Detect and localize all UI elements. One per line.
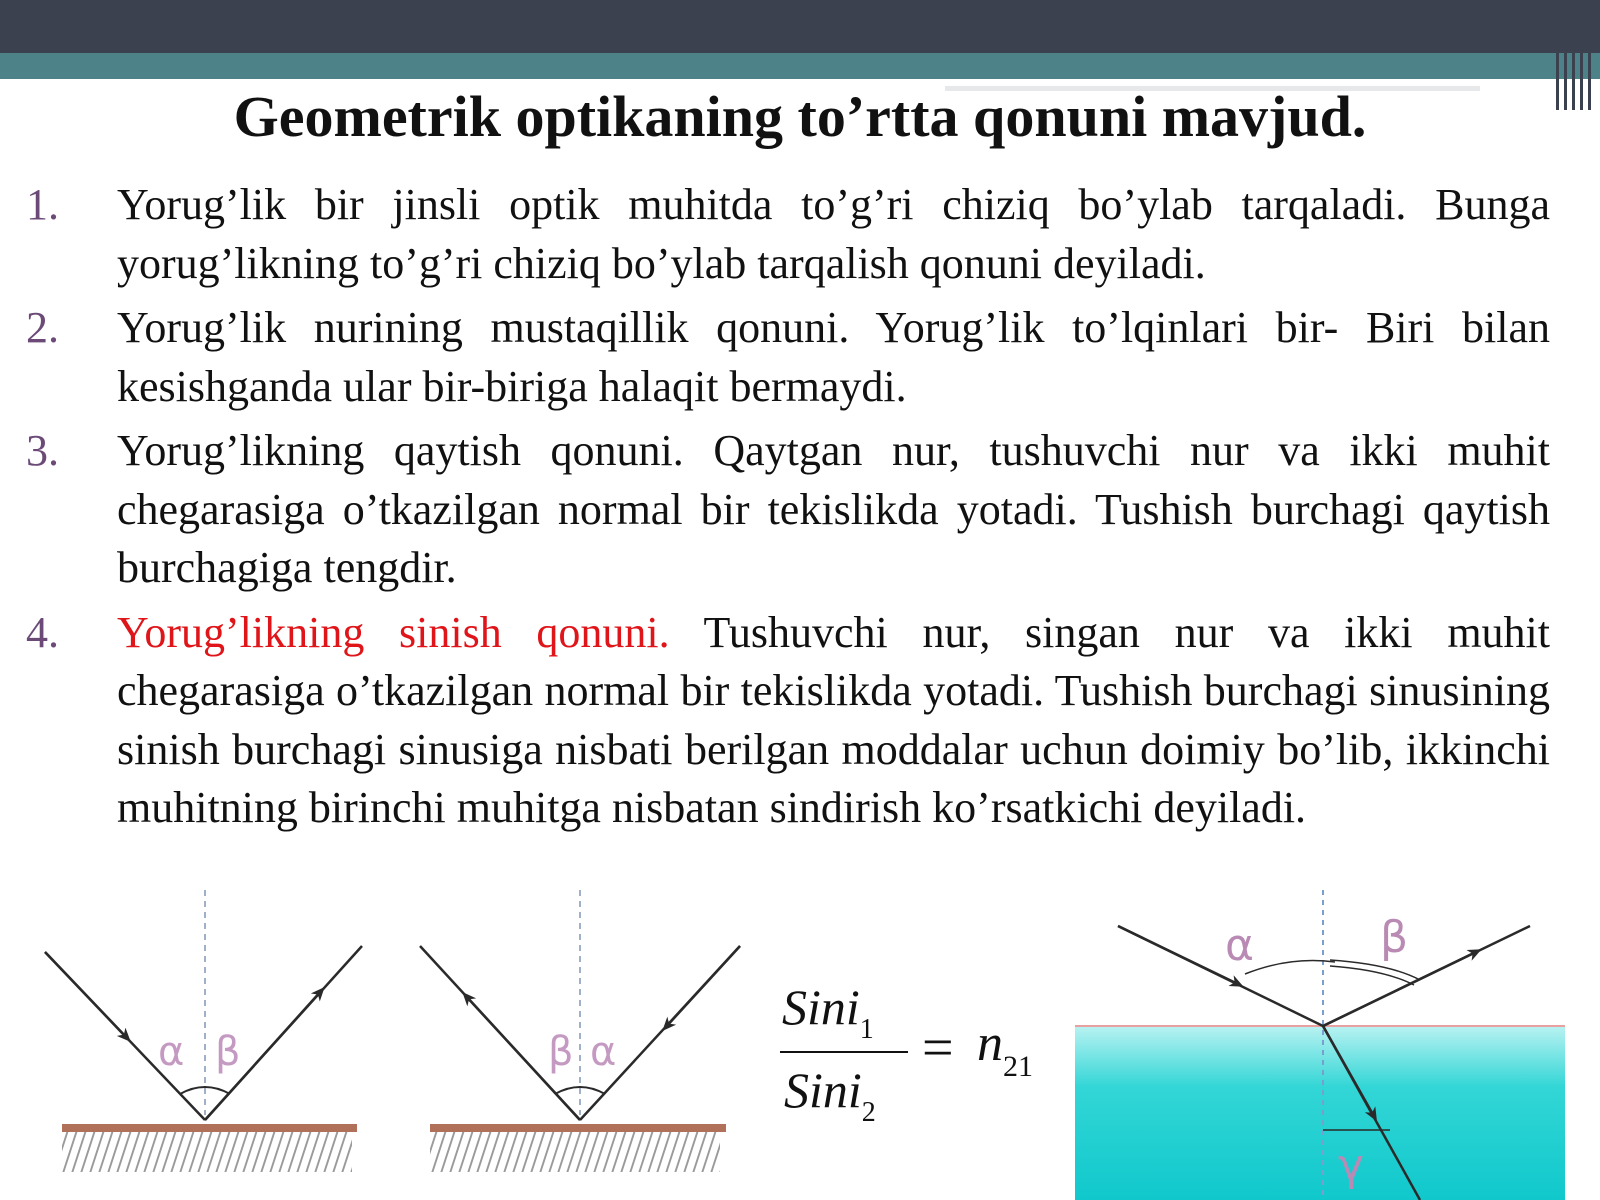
law-item — [0, 604, 1600, 838]
law-text: Yorug’likning sinish qonuni. Tushuvchi nur, singan nur va ikki muhit chegarasiga o’tkazilgan normal bir tekislikda yotadi. Tushish burchagi sinusining sinish burchagi sinusiga nisbati berilgan moddalar uchun doimiy bo’lib, ikkinchi muhitning birinchi muhitga nisbatan sindirish ko’rsatkichi deyiladi. — [117, 607, 1550, 832]
angle-beta-label: β — [215, 1029, 241, 1075]
law-number: 2. — [26, 303, 59, 352]
fraction-bar — [780, 1051, 908, 1053]
law-number: 3. — [26, 426, 59, 475]
law-item — [0, 422, 1600, 598]
reflection-diagram-1 — [45, 890, 362, 1172]
snell-formula — [772, 978, 1072, 1138]
laws-list — [0, 170, 1600, 838]
angle-alpha-label: α — [158, 1029, 185, 1075]
law-text: Yorug’lik nurining mustaqillik qonuni. Yorug’lik to’lqinlari bir- Biri bilan kesishganda ular bir-biriga halaqit bermaydi. — [117, 303, 1550, 411]
top-header-bar — [0, 0, 1600, 53]
angle-beta-label: β — [1380, 912, 1409, 963]
angle-gamma-label: γ — [1338, 1140, 1365, 1191]
angle-beta-label: β — [548, 1029, 574, 1075]
formula-equals: = — [922, 1017, 954, 1079]
law-number: 4. — [26, 607, 59, 657]
law-number: 1. — [26, 180, 59, 229]
law-text: Yorug’lik bir jinsli optik muhitda to’g’ri chiziq bo’ylab tarqaladi. Bunga yorug’likning to’g’ri chiziq bo’ylab tarqalish qonuni deyiladi. — [117, 180, 1550, 288]
law-item — [0, 176, 1600, 293]
refraction-diagram — [1075, 890, 1565, 1200]
accent-bar — [0, 53, 1600, 79]
law-highlight: Yorug’likning sinish qonuni. — [117, 607, 670, 657]
formula-numerator: Sini$_1$ — [782, 979, 874, 1045]
formula-denominator: Sini$_2$ — [784, 1062, 876, 1128]
angle-alpha-label: α — [590, 1029, 617, 1075]
angle-alpha-label: α — [1225, 920, 1255, 971]
formula-result: $n_{21}$ — [977, 1015, 1033, 1083]
reflection-diagram-2 — [420, 890, 740, 1172]
law-item — [0, 299, 1600, 416]
law-text: Yorug’likning qaytish qonuni. Qaytgan nur, tushuvchi nur va ikki muhit chegarasiga o’tkazilgan normal bir tekislikda yotadi. Tushish burchagi qaytish burchagiga tengdir. — [117, 426, 1550, 592]
slide-title: Geometrik optikaning to’rtta qonuni mavjud. — [233, 84, 1367, 149]
